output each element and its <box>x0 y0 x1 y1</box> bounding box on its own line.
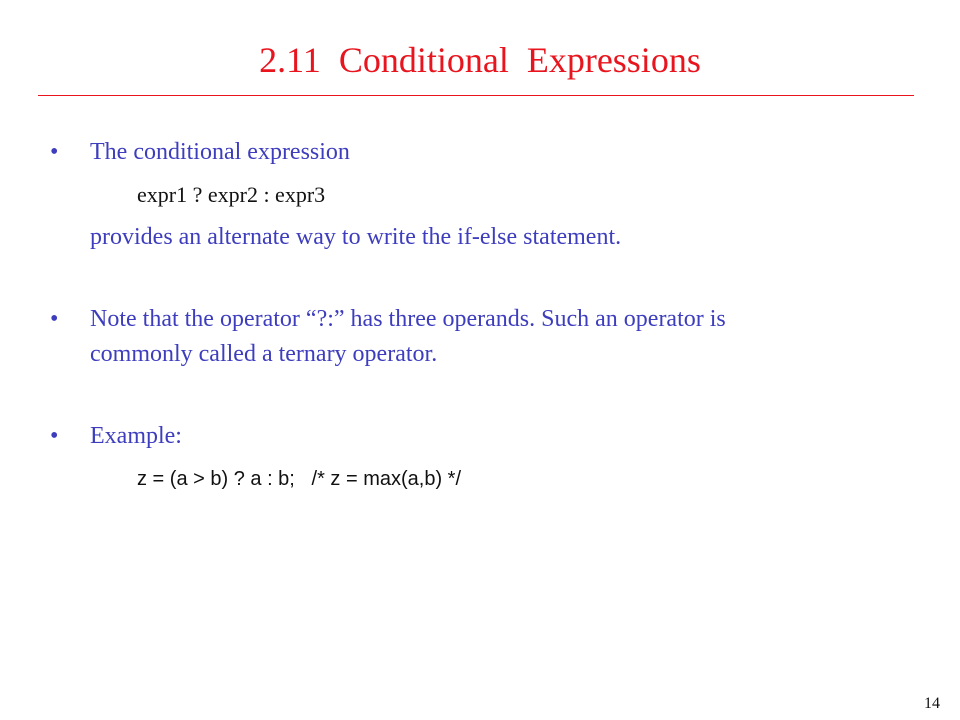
title-divider <box>38 95 914 96</box>
bullet-1-text: The conditional expression <box>90 139 350 165</box>
bullet-marker-1: • <box>50 139 59 165</box>
bullet-2-line-1: Note that the operator “?:” has three operands. Such an operator is <box>90 306 726 332</box>
page-number: 14 <box>924 695 940 712</box>
slide-title: 2.11 Conditional Expressions <box>259 40 701 80</box>
bullet-2-line-2: commonly called a ternary operator. <box>90 341 438 367</box>
bullet-marker-2: • <box>50 306 59 332</box>
bullet-1-explanation: provides an alternate way to write the if-else statement. <box>90 224 622 250</box>
bullet-marker-3: • <box>50 423 59 449</box>
bullet-3-text: Example: <box>90 423 182 449</box>
bullet-1-syntax: expr1 ? expr2 : expr3 <box>137 182 326 207</box>
example-code: z = (a > b) ? a : b; /* z = max(a,b) */ <box>137 468 462 490</box>
